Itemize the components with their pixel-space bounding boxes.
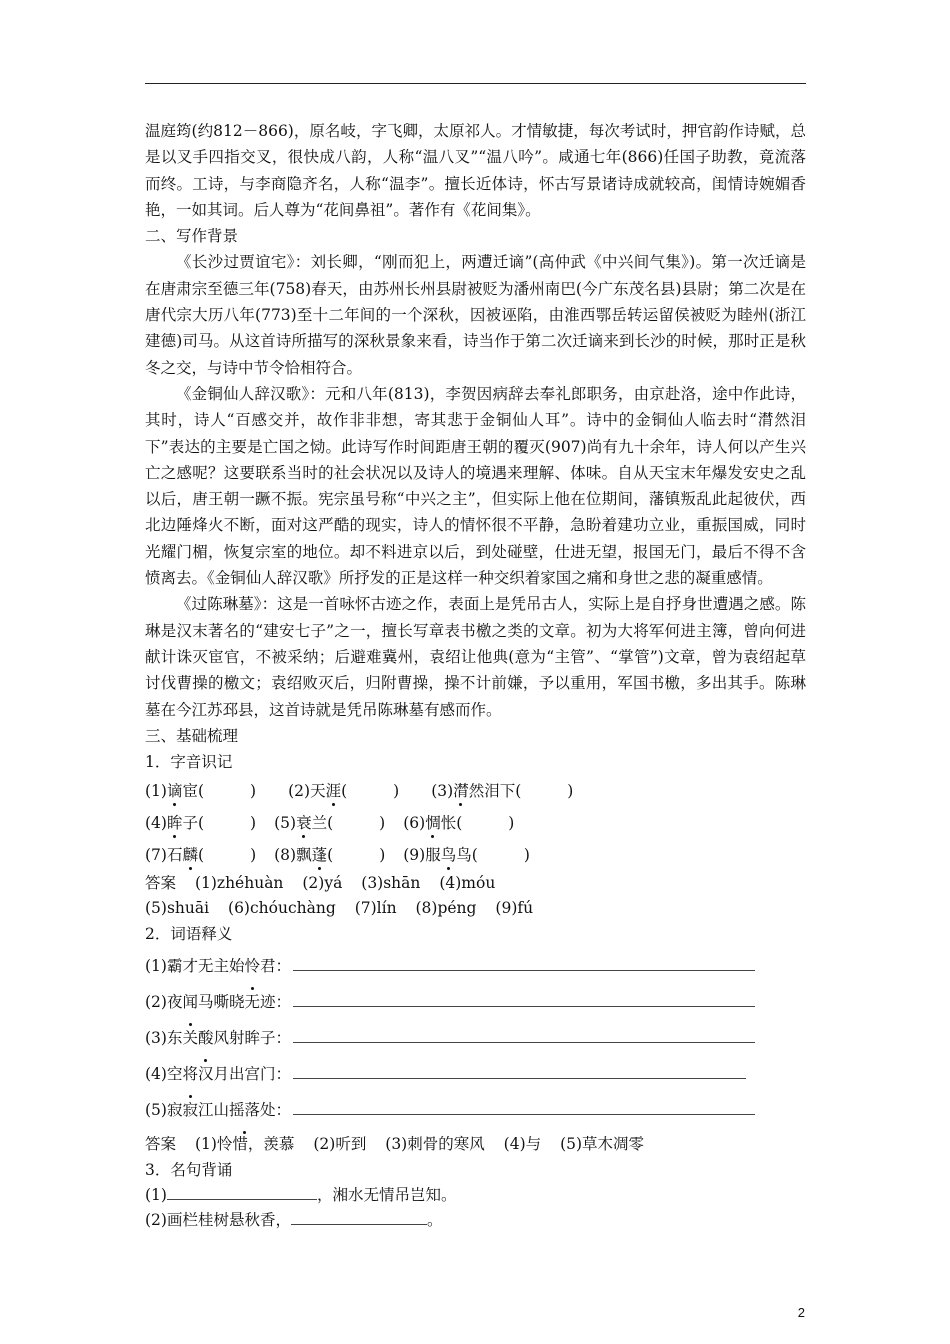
pronunciation-item: (9)服鸟鸟( ) [403,846,530,865]
recite-line: (1) ，湘水无情吊岂知。 [145,1186,457,1205]
page-number: 2 [797,1305,805,1320]
answer-line: (5)shuāi (6)chóuchàng (7)lín (8)péng (9)fú [145,899,534,918]
pronunciation-item: (7)石麟( ) [145,846,257,865]
vocab-question: (4)空 将 汉月出宫门： [145,1056,806,1092]
background-paragraph: 《过陈琳墓》：这是一首咏怀古迹之作，表面上是凭吊古人，实际上是自抒身世遭遇之感。陈琳是汉末著名的“建安七子”之一，擅长写章表书檄之类的文章。初为大将军何进主簿，曾向何进献计诛灭宦官，不被采纳；后避难冀州，袁绍让他典(意为“主管”、“掌管”)文章，曾为袁绍起草讨伐曹操的檄文；袁绍败灭后，归附曹操，操不计前嫌，予以重用，军国书檄，多出其手。陈琳墓在今江苏邳县，这首诗就是凭吊陈琳墓有感而作。 [145,595,806,719]
answer-line: 答案 (1)zhéhuàn (2)yá (3)shān (4)móu [145,874,496,893]
pronunciation-item: (2)天涯( ) [288,782,400,801]
vocab-question: (3)东关 酸 风射眸子： [145,1020,806,1056]
pronunciation-row [145,807,806,839]
pronunciation-item: (6)惆怅( ) [403,814,515,833]
pronunciation-item: (4)眸子( ) [145,814,257,833]
vocab-question: (2)夜 闻 马嘶晓无迹： [145,984,806,1020]
subsection-heading: 3．名句背诵 [145,1160,233,1179]
vocab-question: (1)霸才无主始 怜 君： [145,948,806,984]
subsection-heading: 2．词语释义 [145,925,233,944]
answer-blank[interactable] [293,990,755,1007]
answer-blank[interactable] [293,954,755,971]
vocab-question: (5)寂寂江山 摇落 处： [145,1092,806,1128]
answer-blank[interactable] [293,1026,755,1043]
pronunciation-item: (1)谪宦( ) [145,782,257,801]
subsection-heading: 1．字音识记 [145,753,233,772]
pronunciation-item: (8)飘蓬( ) [274,846,386,865]
pronunciation-row [145,839,806,871]
header-rule [145,83,806,84]
section-heading: 二、写作背景 [145,227,239,246]
pronunciation-item: (3)潸然泪下( ) [431,782,574,801]
background-paragraph: 《长沙过贾谊宅》：刘长卿，“刚而犯上，两遭迁谪”(高仲武《中兴间气集》)。第一次迁谪是在唐肃宗至德三年(758)春天，由苏州长州县尉被贬为潘州南巴(今广东茂名县)县尉；第二次是在唐代宗大历八年(773)至十二年间的一个深秋，因被诬陷，由淮西鄂岳转运留侯被贬为睦州(浙江建德)司马。从这首诗所描写的深秋景象来看，诗当作于第二次迁谪来到长沙的时候，那时正是秋冬之交，与诗中节令恰相符合。 [145,253,806,377]
section-heading: 三、基础梳理 [145,726,239,745]
fill-blank[interactable] [291,1209,427,1225]
background-paragraph: 《金铜仙人辞汉歌》：元和八年(813)，李贺因病辞去奉礼郎职务，由京赴洛，途中作此诗，其时，诗人“百感交并，故作非非想，寄其悲于金铜仙人耳”。诗中的金铜仙人临去时“潸然泪下”表达的主要是亡国之恸。此诗写作时间距唐王朝的覆灭(907)尚有九十余年，诗人何以产生兴亡之感呢？这要联系当时的社会状况以及诗人的境遇来理解、体味。自从天宝末年爆发安史之乱以后，唐王朝一蹶不振。宪宗虽号称“中兴之主”，但实际上他在位期间，藩镇叛乱此起彼伏，西北边陲烽火不断，面对这严酷的现实，诗人的情怀很不平静，急盼着建功立业，重振国威，同时光耀门楣，恢复宗室的地位。却不料进京以后，到处碰壁，仕进无望，报国无门，最后不得不含愤离去。《金铜仙人辞汉歌》所抒发的正是这样一种交织着家国之痛和身世之悲的凝重感情。 [145,384,806,588]
fill-blank[interactable] [167,1184,317,1200]
pronunciation-row [145,775,806,807]
answer-blank[interactable] [293,1098,755,1115]
document-body [145,118,806,1233]
answer-line: 答案 (1)怜惜，羡慕 (2)听到 (3)刺骨的寒风 (4)与 (5)草木凋零 [145,1134,645,1153]
answer-blank[interactable] [293,1062,746,1079]
pronunciation-item: (5)衰兰( ) [274,814,386,833]
recite-line: (2)画栏桂树悬秋香， 。 [145,1211,443,1230]
author-bio: 温庭筠(约812－866)，原名岐，字飞卿，太原祁人。才情敏捷，每次考试时，押官韵作诗赋，总是以叉手四指交叉，很快成八韵，人称“温八叉”“温八吟”。咸通七年(866)任国子助教，竟流落而终。工诗，与李商隐齐名，人称“温李”。擅长近体诗，怀古写景诸诗成就较高，闺情诗婉媚香艳，一如其词。后人尊为“花间鼻祖”。著作有《花间集》。 [145,122,806,219]
